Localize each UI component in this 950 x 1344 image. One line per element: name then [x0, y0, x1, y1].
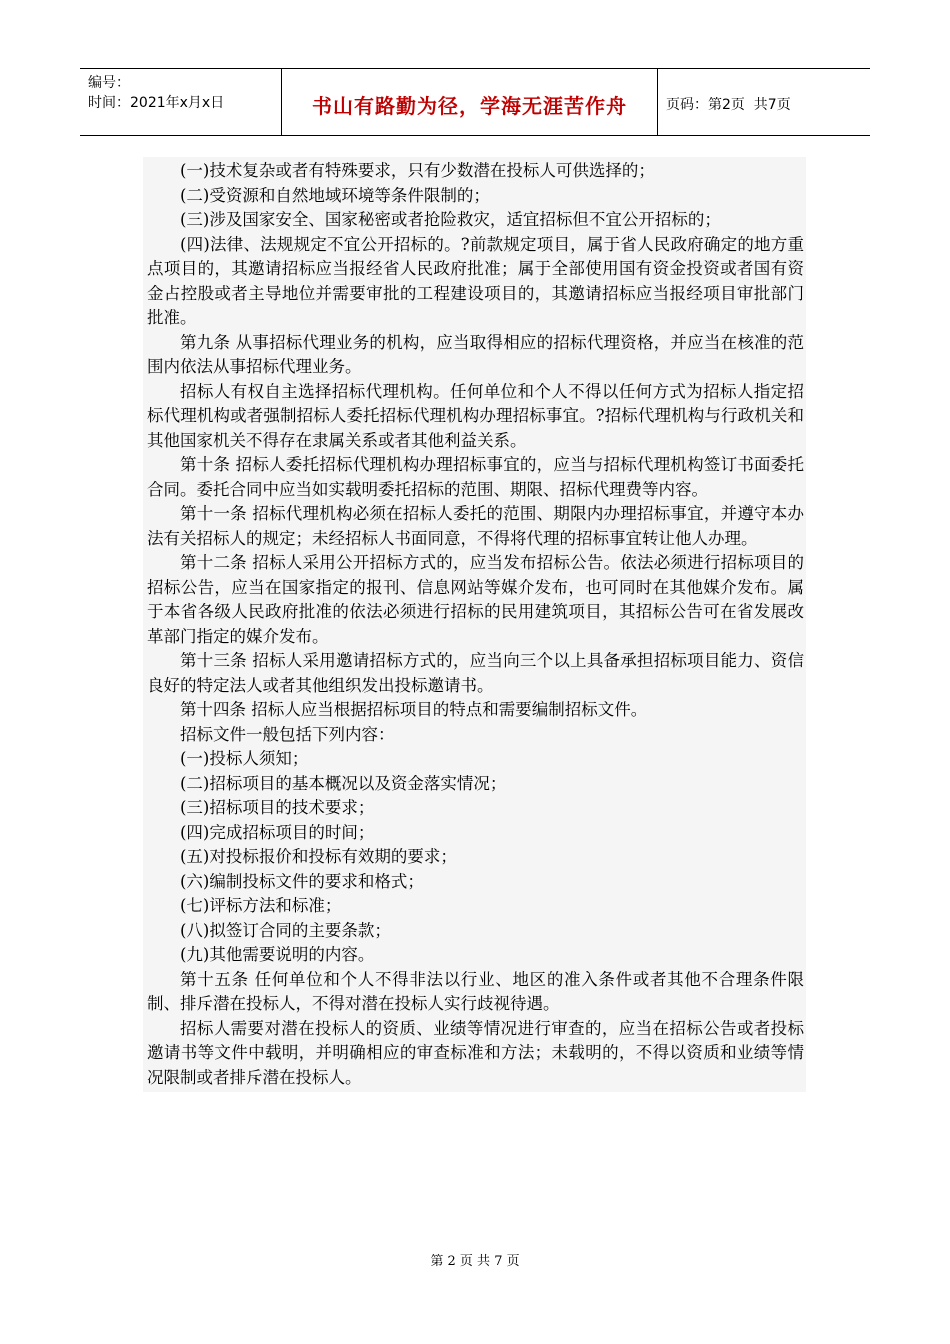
header-page-label: 页码：第2页 共7页 — [666, 97, 791, 113]
paragraph: (六)编制投标文件的要求和格式； — [180, 871, 424, 891]
paragraph: 招标文件一般包括下列内容： — [180, 724, 395, 744]
paragraph: (二)招标项目的基本概况以及资金落实情况； — [180, 773, 507, 793]
paragraph: (二)受资源和自然地域环境等条件限制的； — [180, 185, 490, 205]
paragraph: (四)法律、法规规定不宜公开招标的。?前款规定项目，属于省人民政府确定的地方重点项目的，其邀请招标应当报经省人民政府批准；属于全部使用国有资金投资或者国有资金占控股或者主导地位并需要审批的工程建设项目的，其邀请招标应当报经项目审批部门批准。 — [147, 234, 804, 327]
paragraph: (一)技术复杂或者有特殊要求，只有少数潜在投标人可供选择的； — [180, 161, 655, 180]
paragraph: 招标人有权自主选择招标代理机构。任何单位和个人不得以任何方式为招标人指定招标代理机构或者强制招标人委托招标代理机构办理招标事宜。?招标代理机构与行政机关和其他国家机关不得存在隶属关系或者其他利益关系。 — [147, 381, 804, 450]
header-page-cell — [658, 69, 870, 135]
paragraph: (四)完成招标项目的时间； — [180, 822, 375, 842]
paragraph: 第十三条 招标人采用邀请招标方式的，应当向三个以上具备承担招标项目能力、资信良好的特定法人或者其他组织发出投标邀请书。 — [147, 651, 804, 695]
paragraph: (一)投标人须知； — [180, 749, 309, 768]
document-body — [143, 157, 806, 1092]
page-footer — [0, 1250, 950, 1269]
header-motto-cell — [282, 69, 658, 135]
paragraph: (九)其他需要说明的内容。 — [180, 945, 375, 964]
paragraph: 第十一条 招标代理机构必须在招标人委托的范围、期限内办理招标事宜，并遵守本办法有关招标人的规定；未经招标人书面同意，不得将代理的招标事宜转让他人办理。 — [147, 504, 804, 548]
paragraph: 招标人需要对潜在投标人的资质、业绩等情况进行审查的，应当在招标公告或者投标邀请书等文件中载明，并明确相应的审查标准和方法；未载明的，不得以资质和业绩等情况限制或者排斥潜在投标人。 — [147, 1018, 804, 1087]
document-time-label: 时间：2021年x月x日 — [88, 95, 225, 111]
document-number-label: 编号： — [88, 75, 130, 91]
header-motto: 书山有路勤为径，学海无涯苦作舟 — [312, 93, 627, 118]
paragraph: (七)评标方法和标准； — [180, 896, 342, 915]
paragraph: 第九条 从事招标代理业务的机构，应当取得相应的招标代理资格，并应当在核准的范围内依法从事招标代理业务。 — [147, 332, 804, 376]
paragraph: (三)涉及国家安全、国家秘密或者抢险救灾，适宜招标但不宜公开招标的； — [180, 210, 721, 229]
header-info-cell — [80, 69, 282, 135]
paragraph: (五)对投标报价和投标有效期的要求； — [180, 847, 457, 866]
page-header — [80, 68, 870, 136]
paragraph: 第十二条 招标人采用公开招标方式的，应当发布招标公告。依法必须进行招标项目的招标公告，应当在国家指定的报刊、信息网站等媒介发布，也可同时在其他媒介发布。属于本省各级人民政府批准的依法必须进行招标的民用建筑项目，其招标公告可在省发展改革部门指定的媒介发布。 — [147, 553, 804, 646]
footer-page-number: 第 2 页 共 7 页 — [430, 1254, 520, 1269]
paragraph: 第十四条 招标人应当根据招标项目的特点和需要编制招标文件。 — [180, 700, 648, 719]
paragraph: 第十五条 任何单位和个人不得非法以行业、地区的准入条件或者其他不合理条件限制、排斥潜在投标人，不得对潜在投标人实行歧视待遇。 — [147, 969, 804, 1013]
paragraph: 第十条 招标人委托招标代理机构办理招标事宜的，应当与招标代理机构签订书面委托合同。委托合同中应当如实载明委托招标的范围、期限、招标代理费等内容。 — [147, 455, 804, 499]
paragraph: (八)拟签订合同的主要条款； — [180, 920, 391, 940]
paragraph: (三)招标项目的技术要求； — [180, 798, 375, 817]
